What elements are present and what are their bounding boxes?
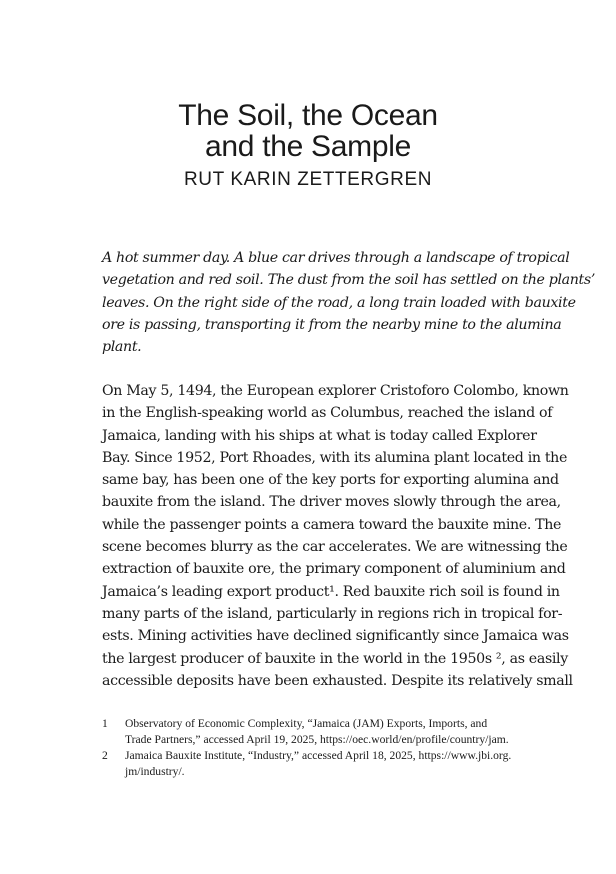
text-line: vegetation and red soil. The dust from the soil has settled on the plants’ [102, 272, 595, 289]
text-line: accessible deposits have been exhausted. Despite its relatively small [102, 672, 573, 689]
footnote-text: Jamaica Bauxite Institute, “Industry,” accessed April 18, 2025, https://www.jbi.org. [125, 749, 512, 762]
text-line: Bay. Since 1952, Port Rhoades, with its alumina plant located in the [102, 449, 568, 466]
text-line: extraction of bauxite ore, the primary component of aluminium and [102, 561, 566, 578]
text-line: in the English-speaking world as Columbus, reached the island of [102, 405, 553, 422]
text-line: bauxite from the island. The driver moves slowly through the area, [102, 494, 561, 511]
intro-paragraph [102, 247, 595, 358]
footnote-text: jm/industry/. [125, 764, 185, 778]
text-line: leaves. On the right side of the road, a long train loaded with bauxite [102, 294, 576, 311]
footnote-number: 1 [102, 717, 108, 730]
title-line: The Soil, the Ocean [178, 99, 438, 132]
text-line: Jamaica, landing with his ships at what is today called Explorer [102, 427, 537, 444]
text-line: scene becomes blurry as the car accelerates. We are witnessing the [102, 539, 568, 556]
text-line: ore is passing, transporting it from the nearby mine to the alumina [102, 316, 562, 333]
text-line: On May 5, 1494, the European explorer Cristoforo Colombo, known [102, 383, 569, 399]
footnote-text: Trade Partners,” accessed April 19, 2025, https://oec.world/en/profile/country/jam. [125, 732, 509, 746]
body-paragraph [102, 380, 573, 692]
author-name: RUT KARIN ZETTERGREN [183, 169, 433, 190]
title-line: and the Sample [205, 130, 411, 163]
text-line: many parts of the island, particularly in regions rich in tropical for- [102, 605, 563, 622]
text-line: Jamaica’s leading export product¹. Red bauxite rich soil is found in [102, 583, 560, 600]
footnote-number: 2 [102, 749, 108, 762]
text-line: A hot summer day. A blue car drives through a landscape of tropical [102, 250, 570, 266]
text-line: while the passenger points a camera toward the bauxite mine. The [102, 516, 562, 533]
text-line: same bay, has been one of the key ports for exporting alumina and [102, 472, 559, 489]
footnote-text: Observatory of Economic Complexity, “Jamaica (JAM) Exports, Imports, and [125, 717, 488, 730]
chapter-title [0, 100, 616, 162]
text-line: plant. [102, 339, 142, 356]
text-line: ests. Mining activities have declined significantly since Jamaica was [102, 628, 569, 645]
text-line: the largest producer of bauxite in the world in the 1950s ², as easily [102, 650, 568, 667]
